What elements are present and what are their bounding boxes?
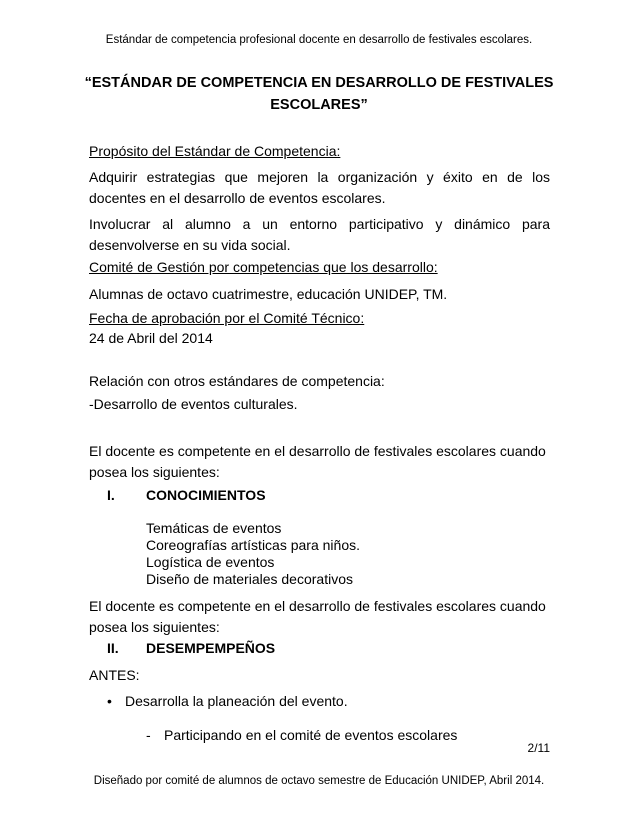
- section-2-subheading: ANTES:: [89, 667, 140, 683]
- approval-label: Fecha de aprobación por el Comité Técnico:: [89, 310, 365, 326]
- relation-label: Relación con otros estándares de competencia:: [89, 373, 385, 389]
- dash-item: Participando en el comité de eventos escolares: [164, 727, 458, 743]
- purpose-paragraph-2: Involucrar al alumno a un entorno participativo y dinámico para desenvolverse en su vida social.: [89, 216, 550, 253]
- purpose-paragraph-1: Adquirir estrategias que mejoren la organización y éxito en de los docentes en el desarrollo de eventos escolares.: [89, 169, 550, 206]
- dash-marker: -: [146, 727, 151, 743]
- document-title: [60, 72, 578, 116]
- knowledge-item: Coreografías artísticas para niños.: [146, 537, 360, 553]
- knowledge-item: Diseño de materiales decorativos: [146, 571, 353, 587]
- page-footer: Diseñado por comité de alumnos de octavo semestre de Educación UNIDEP, Abril 2014.: [93, 775, 545, 787]
- intro-paragraph-2: El docente es competente en el desarrollo de festivales escolares cuando posea los siguientes:: [89, 598, 546, 635]
- title-line-2: ESCOLARES”: [270, 97, 368, 113]
- intro-paragraph-1: El docente es competente en el desarrollo de festivales escolares cuando posea los siguientes:: [89, 443, 546, 480]
- section-1-heading: CONOCIMIENTOS: [146, 487, 266, 503]
- section-1-number: I.: [107, 487, 115, 503]
- relation-value: -Desarrollo de eventos culturales.: [89, 396, 298, 412]
- page-number: 2/11: [527, 741, 550, 755]
- bullet-dot-icon: •: [107, 693, 112, 709]
- approval-value: 24 de Abril del 2014: [89, 330, 213, 346]
- section-2-heading: DESEMPEMPEÑOS: [146, 640, 276, 656]
- knowledge-item: Temáticas de eventos: [146, 520, 282, 536]
- section-2-number: II.: [107, 640, 119, 656]
- committee-value: Alumnas de octavo cuatrimestre, educación UNIDEP, TM.: [89, 286, 448, 302]
- committee-label: Comité de Gestión por competencias que los desarrollo:: [89, 259, 438, 275]
- purpose-label: Propósito del Estándar de Competencia:: [89, 143, 341, 159]
- knowledge-item: Logística de eventos: [146, 554, 275, 570]
- running-header: Estándar de competencia profesional docente en desarrollo de festivales escolares.: [105, 34, 533, 46]
- bullet-item: Desarrolla la planeación del evento.: [125, 693, 348, 709]
- title-line-1: “ESTÁNDAR DE COMPETENCIA EN DESARROLLO DE FESTIVALES: [84, 75, 554, 91]
